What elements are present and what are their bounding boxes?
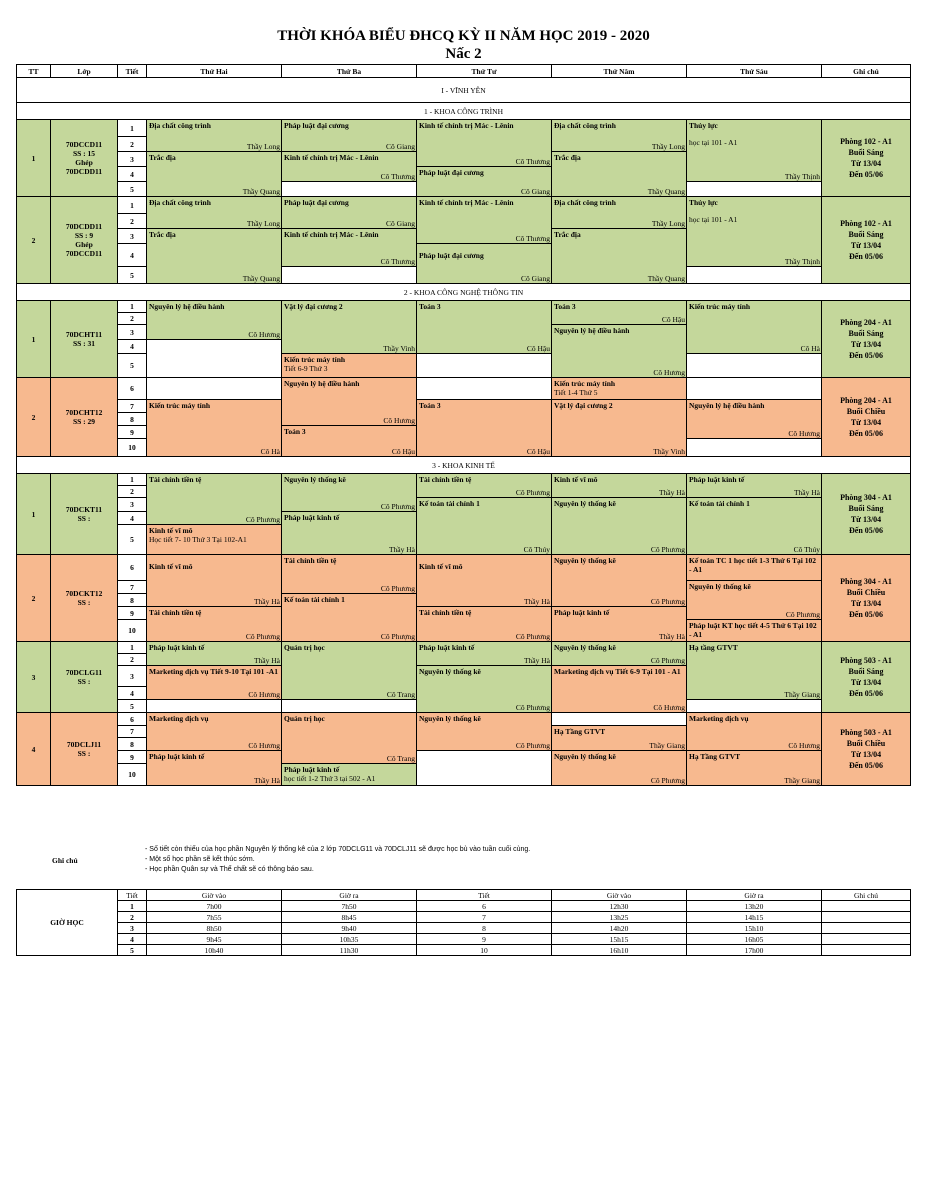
subject-cell: Kinh tế vĩ mô Thầy Hà (552, 474, 687, 498)
subject-cell: Nguyên lý thống kê Cô Phương (417, 713, 552, 751)
hours-header: Giờ vào (147, 890, 282, 901)
subject-cell: Địa chất công trình Thầy Long (147, 120, 282, 152)
note-cell: Phòng 204 - A1 Buổi Sáng Từ 13/04 Đến 05/06 (822, 301, 911, 378)
subject-cell: Kinh tế chính trị Mác - Lênin Cô Thương (282, 229, 417, 267)
header-cell: Thứ Tư (417, 65, 552, 78)
empty-cell (147, 700, 282, 713)
period-number: 10 (118, 439, 147, 457)
subject-cell: Marketing dịch vụ Cô Hương (147, 713, 282, 751)
period-number: 9 (118, 426, 147, 439)
hours-header: Tiết (417, 890, 552, 901)
period-number: 3 (118, 666, 147, 687)
subject-cell: Kiến trúc máy tính Tiết 1-4 Thứ 5 (552, 378, 687, 400)
hours-label: GIỜ HỌC (17, 890, 118, 956)
class-code: 70DCHT12 SS : 29 (51, 378, 118, 457)
subject-cell: Toán 3 Cô Hậu (417, 400, 552, 457)
period-number: 9 (118, 751, 147, 764)
note-cell: Phòng 102 - A1 Buổi Sáng Từ 13/04 Đến 05/06 (822, 120, 911, 197)
period-number: 3 (118, 325, 147, 340)
period-number: 5 (118, 700, 147, 713)
subject-cell: Tài chính tiền tệ Cô Phương (417, 607, 552, 642)
period-number: 1 (118, 474, 147, 486)
header-cell: Thứ Hai (147, 65, 282, 78)
subject-cell: Marketing dịch vụ Cô Hương (687, 713, 822, 751)
row-number: 2 (17, 555, 51, 642)
subject-cell: Nguyên lý hệ điều hành Cô Hương (147, 301, 282, 340)
note-line: - Học phần Quân sự và Thể chất sẽ có thông báo sau. (145, 866, 314, 873)
period-number: 6 (118, 713, 147, 726)
header-cell: Lớp (51, 65, 118, 78)
subject-cell: Thủy lực học tại 101 - A1 Thầy Thịnh (687, 197, 822, 267)
period-number: 5 (118, 182, 147, 197)
subject-cell: Tài chính tiền tệ Cô Phương (147, 607, 282, 642)
empty-cell (687, 267, 822, 284)
subject-cell: Kinh tế vĩ mô Thầy Hà (417, 555, 552, 607)
row-number: 1 (17, 301, 51, 378)
empty-cell (417, 354, 552, 378)
period-number: 10 (118, 764, 147, 786)
period-number: 6 (118, 378, 147, 400)
subject-cell: Hạ tầng GTVT Thầy Giang (687, 642, 822, 700)
subject-cell: Địa chất công trình Thầy Long (552, 120, 687, 152)
notes-block (145, 845, 530, 875)
class-code: 70DCCD11 SS : 15 Ghép 70DCDD11 (51, 120, 118, 197)
subject-cell: Hạ Tầng GTVT Thầy Giang (552, 726, 687, 751)
period-number: 5 (118, 267, 147, 284)
subject-cell: Kế toán tài chính 1 Cô Thúy (417, 498, 552, 555)
period-number: 3 (118, 498, 147, 512)
subject-cell: Toán 3 Cô Hậu (552, 301, 687, 325)
row-number: 4 (17, 713, 51, 786)
period-number: 5 (118, 354, 147, 378)
note-cell: Phòng 503 - A1 Buổi Sáng Từ 13/04 Đến 05/06 (822, 642, 911, 713)
subject-cell: Kinh tế chính trị Mác - Lênin Cô Thương (417, 197, 552, 244)
subject-cell: Vật lý đại cương 2 Thầy Vinh (552, 400, 687, 457)
subject-cell: Nguyên lý hệ điều hành Cô Hương (552, 325, 687, 378)
period-number: 8 (118, 738, 147, 751)
subject-cell: Pháp luật kinh tế Thầy Hà (147, 751, 282, 786)
period-number: 2 (118, 137, 147, 152)
hours-header: Tiết (118, 890, 147, 901)
period-number: 1 (118, 197, 147, 214)
period-number: 4 (118, 167, 147, 182)
note-cell: Phòng 304 - A1 Buổi Sáng Từ 13/04 Đến 05/06 (822, 474, 911, 555)
subject-cell: Pháp luật đại cương Cô Giang (417, 167, 552, 197)
header-cell: Tiết (118, 65, 147, 78)
subject-cell: Pháp luật kinh tế Thầy Hà (147, 642, 282, 666)
empty-cell (687, 354, 822, 378)
timetable (16, 64, 911, 786)
period-number: 4 (118, 244, 147, 267)
subject-cell: Kiến trúc máy tính Cô Hà (147, 400, 282, 457)
subject-cell: Nguyên lý thống kê Cô Phương (282, 474, 417, 512)
period-number: 2 (118, 486, 147, 498)
subject-cell: Trắc địa Thầy Quang (552, 229, 687, 284)
subject-cell: Kinh tế chính trị Mác - Lênin Cô Thương (282, 152, 417, 182)
subject-cell: Kinh tế chính trị Mác - Lênin Cô Thương (417, 120, 552, 167)
subject-cell: Nguyên lý thống kê Cô Phương (552, 555, 687, 607)
period-number: 2 (118, 214, 147, 229)
period-number: 1 (118, 120, 147, 137)
hours-row: 3 8h50 9h40 8 14h20 15h10 (17, 923, 911, 934)
subject-cell: Marketing dịch vụ Tiết 9-10 Tại 101 -A1 Cô Hương (147, 666, 282, 700)
hours-row: 1 7h00 7h50 6 12h30 13h20 (17, 901, 911, 912)
subject-cell: Tài chính tiền tệ Cô Phương (417, 474, 552, 498)
subject-cell: Nguyên lý thống kê Cô Phương (552, 642, 687, 666)
section-heading: 2 - KHOA CÔNG NGHỆ THÔNG TIN (17, 284, 911, 301)
subject-cell: Toán 3 Cô Hậu (282, 426, 417, 457)
empty-cell (417, 751, 552, 786)
hours-header: Giờ vào (552, 890, 687, 901)
empty-cell (687, 378, 822, 400)
hours-header: Ghi chú (822, 890, 911, 901)
class-code: 70DCLG11 SS : (51, 642, 118, 713)
subject-cell: Pháp luật kinh tế Thầy Hà (687, 474, 822, 498)
note-line: - Một số học phần sẽ kết thúc sớm. (145, 856, 255, 863)
subject-cell: Pháp luật kinh tế học tiết 1-2 Thứ 3 tại 502 - A1 (282, 764, 417, 786)
subject-cell: Trắc địa Thầy Quang (147, 229, 282, 284)
subject-cell: Pháp luật KT học tiết 4-5 Thứ 6 Tại 102 - A1 (687, 620, 822, 642)
period-number: 4 (118, 512, 147, 525)
empty-cell (687, 182, 822, 197)
subject-cell: Pháp luật đại cương Cô Giang (417, 244, 552, 284)
subject-cell: Kế toán TC 1 học tiết 1-3 Thứ 6 Tại 102 - A1 (687, 555, 822, 581)
empty-cell (552, 713, 687, 726)
note-line: - Số tiết còn thiếu của học phần Nguyên lý thống kê của 2 lớp 70DCLG11 và 70DCLJ11 sẽ được học bù vào tuần cuối cùng. (145, 846, 531, 853)
period-number: 10 (118, 620, 147, 642)
note-cell: Phòng 304 - A1 Buổi Chiều Từ 13/04 Đến 05/06 (822, 555, 911, 642)
subject-cell: Nguyên lý thống kê Cô Phương (417, 666, 552, 713)
period-number: 7 (118, 581, 147, 594)
subject-cell: Marketing dịch vụ Tiết 6-9 Tại 101 - A1 Cô Hương (552, 666, 687, 713)
period-number: 8 (118, 594, 147, 607)
period-number: 5 (118, 525, 147, 555)
row-number: 2 (17, 378, 51, 457)
subject-cell: Kinh tế vĩ mô Học tiết 7- 10 Thứ 3 Tại 102-A1 (147, 525, 282, 555)
subject-cell: Pháp luật kinh tế Thầy Hà (282, 512, 417, 555)
section-heading: 1 - KHOA CÔNG TRÌNH (17, 103, 911, 120)
period-number: 7 (118, 400, 147, 413)
class-hours-table (16, 889, 911, 956)
hours-row: 2 7h55 8h45 7 13h25 14h15 (17, 912, 911, 923)
period-number: 6 (118, 555, 147, 581)
header-cell: Thứ Năm (552, 65, 687, 78)
class-code: 70DCLJ11 SS : (51, 713, 118, 786)
subject-cell: Pháp luật kinh tế Thầy Hà (552, 607, 687, 642)
section-heading: 3 - KHOA KINH TẾ (17, 457, 911, 474)
empty-cell (282, 700, 417, 713)
period-number: 4 (118, 687, 147, 700)
subject-cell: Pháp luật đại cương Cô Giang (282, 120, 417, 152)
period-number: 1 (118, 301, 147, 313)
subject-cell: Kiến trúc máy tính Tiết 6-9 Thứ 3 (282, 354, 417, 378)
note-cell: Phòng 102 - A1 Buổi Sáng Từ 13/04 Đến 05/06 (822, 197, 911, 284)
row-number: 1 (17, 120, 51, 197)
page-subtitle: Nấc 2 (445, 46, 482, 62)
subject-cell: Quản trị học Cô Trang (282, 642, 417, 700)
class-code: 70DCDD11 SS : 9 Ghép 70DCCD11 (51, 197, 118, 284)
empty-cell (147, 378, 282, 400)
class-code: 70DCHT11 SS : 31 (51, 301, 118, 378)
hours-row: 4 9h45 10h35 9 15h15 16h05 (17, 934, 911, 945)
hours-header: Giờ ra (282, 890, 417, 901)
subject-cell: Nguyên lý hệ điều hành Cô Hương (687, 400, 822, 439)
subject-cell: Địa chất công trình Thầy Long (147, 197, 282, 229)
subject-cell: Tài chính tiền tệ Cô Phương (147, 474, 282, 525)
empty-cell (282, 267, 417, 284)
header-cell: Ghi chú (822, 65, 911, 78)
notes-label: Ghi chú (52, 856, 78, 865)
period-number: 9 (118, 607, 147, 620)
period-number: 2 (118, 313, 147, 325)
empty-cell (687, 700, 822, 713)
note-cell: Phòng 204 - A1 Buổi Chiều Từ 13/04 Đến 05/06 (822, 378, 911, 457)
subject-cell: Nguyên lý thống kê Cô Phương (552, 751, 687, 786)
period-number: 4 (118, 340, 147, 354)
subject-cell: Pháp luật kinh tế Thầy Hà (417, 642, 552, 666)
subject-cell: Kiến trúc máy tính Cô Hà (687, 301, 822, 354)
subject-cell: Nguyên lý hệ điều hành Cô Hương (282, 378, 417, 426)
hours-row: 5 10h40 11h30 10 16h10 17h00 (17, 945, 911, 956)
campus-heading: I - VĨNH YÊN (17, 78, 911, 103)
subject-cell: Kế toán tài chính 1 Cô Thúy (687, 498, 822, 555)
subject-cell: Tài chính tiền tệ Cô Phương (282, 555, 417, 594)
class-code: 70DCKT11 SS : (51, 474, 118, 555)
subject-cell: Địa chất công trình Thầy Long (552, 197, 687, 229)
header-cell: TT (17, 65, 51, 78)
subject-cell: Trắc địa Thầy Quang (552, 152, 687, 197)
header-cell: Thứ Ba (282, 65, 417, 78)
row-number: 1 (17, 474, 51, 555)
subject-cell: Trắc địa Thầy Quang (147, 152, 282, 197)
period-number: 2 (118, 654, 147, 666)
period-number: 7 (118, 726, 147, 738)
row-number: 3 (17, 642, 51, 713)
subject-cell: Pháp luật đại cương Cô Giang (282, 197, 417, 229)
empty-cell (687, 439, 822, 457)
subject-cell: Kế toán tài chính 1 Cô Phượng (282, 594, 417, 642)
class-code: 70DCKT12 SS : (51, 555, 118, 642)
period-number: 8 (118, 413, 147, 426)
empty-cell (282, 182, 417, 197)
subject-cell: Vật lý đại cương 2 Thầy Vinh (282, 301, 417, 354)
hours-header: Giờ ra (687, 890, 822, 901)
header-cell: Thứ Sáu (687, 65, 822, 78)
subject-cell: Nguyên lý thống kê Cô Phương (552, 498, 687, 555)
subject-cell: Hạ Tầng GTVT Thầy Giang (687, 751, 822, 786)
period-number: 3 (118, 229, 147, 244)
period-number: 3 (118, 152, 147, 167)
subject-cell: Nguyên lý thống kê Cô Phương (687, 581, 822, 620)
subject-cell: Quản trị học Cô Trang (282, 713, 417, 764)
row-number: 2 (17, 197, 51, 284)
empty-cell (417, 378, 552, 400)
subject-cell: Toán 3 Cô Hậu (417, 301, 552, 354)
period-number: 1 (118, 642, 147, 654)
page-title: THỜI KHÓA BIỂU ĐHCQ KỲ II NĂM HỌC 2019 - 2020 (277, 28, 650, 44)
subject-cell: Thủy lực học tại 101 - A1 Thầy Thịnh (687, 120, 822, 182)
header-row (17, 65, 911, 78)
note-cell: Phòng 503 - A1 Buổi Chiều Từ 13/04 Đến 05/06 (822, 713, 911, 786)
empty-cell (147, 340, 282, 378)
subject-cell: Kinh tế vĩ mô Thầy Hà (147, 555, 282, 607)
